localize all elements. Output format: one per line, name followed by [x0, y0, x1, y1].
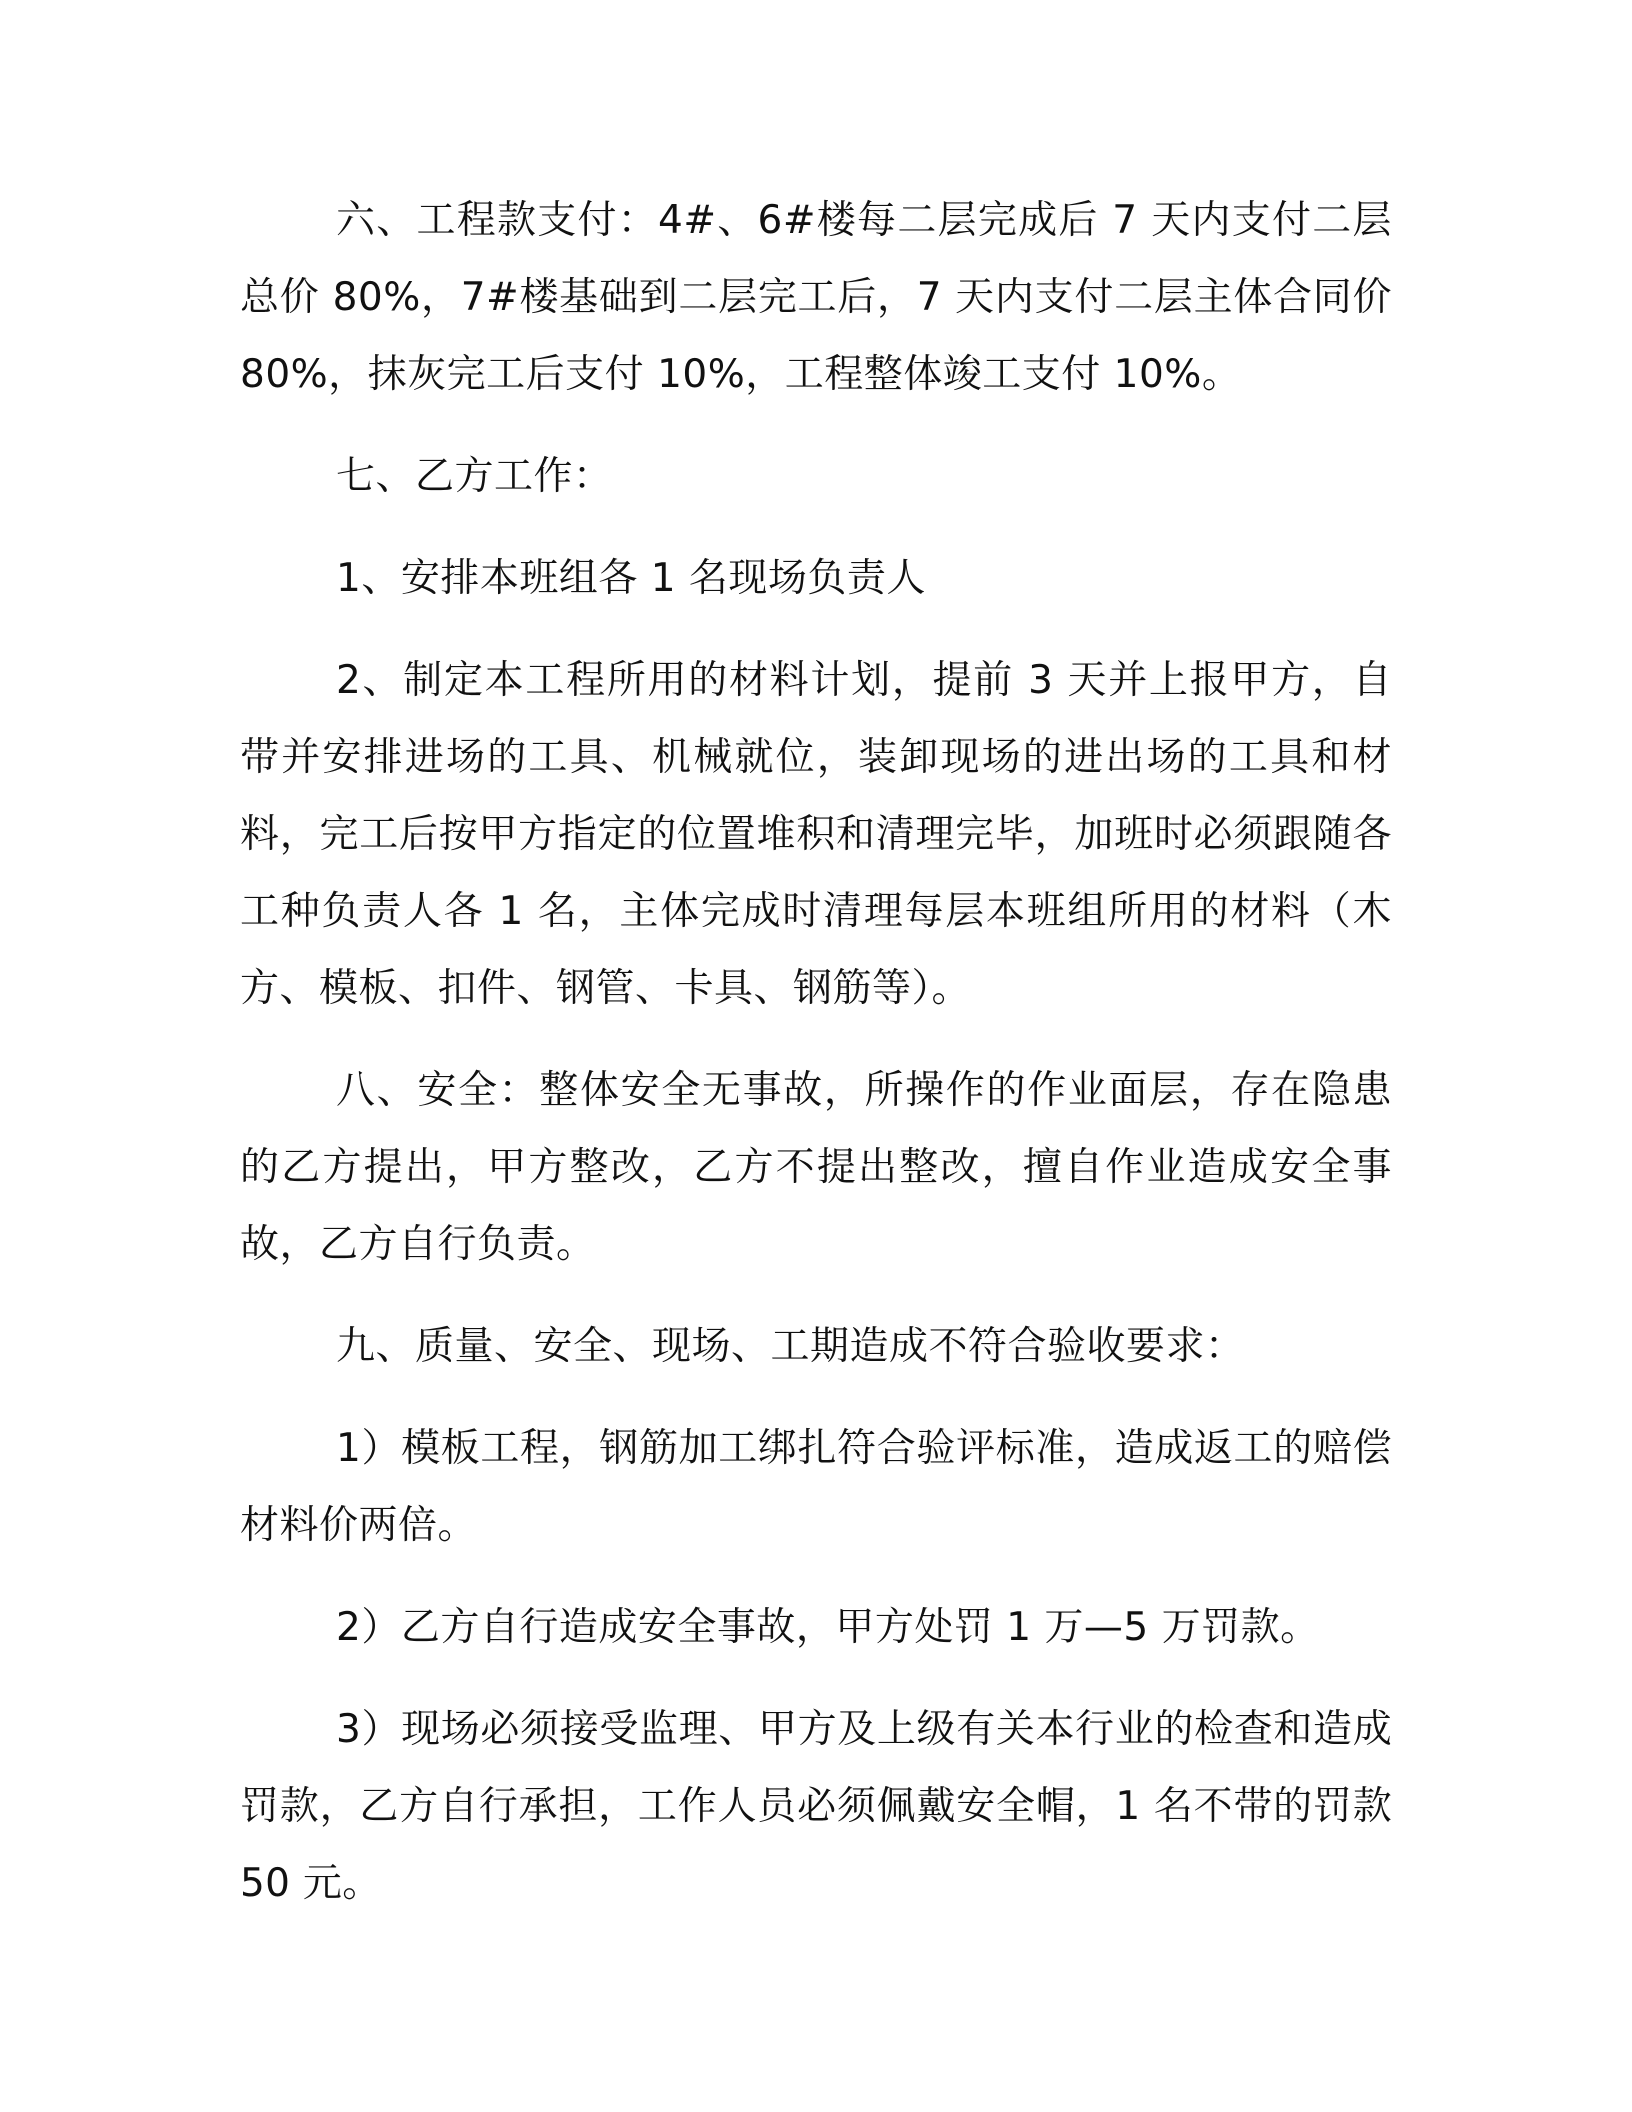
clause-9-item-2: 2）乙方自行造成安全事故，甲方处罚 1 万—5 万罚款。	[336, 1605, 1320, 1650]
clause-7-item-2: 2、制定本工程所用的材料计划，提前 3 天并上报甲方，自带并安排进场的工具、机械就位，装卸现场的进出场的工具和材料，完工后按甲方指定的位置堆积和清理完毕，加班时必须跟随各工种负责人各 1 名，主体完成时清理每层本班组所用的材料（木方、模板、扣件、钢管、卡具、钢筋等）。	[240, 658, 1392, 1011]
clause-7-item-1: 1、安排本班组各 1 名现场负责人	[336, 556, 926, 601]
clause-8-safety: 八、安全：整体安全无事故，所操作的作业面层，存在隐患的乙方提出，甲方整改，乙方不提出整改，擅自作业造成安全事故，乙方自行负责。	[240, 1068, 1392, 1267]
clause-9-item-1: 1）模板工程，钢筋加工绑扎符合验评标准，造成返工的赔偿材料价两倍。	[240, 1426, 1392, 1548]
clause-7-heading: 七、乙方工作：	[336, 454, 613, 499]
clause-9-heading: 九、质量、安全、现场、工期造成不符合验收要求：	[336, 1324, 1245, 1369]
clause-9-item-3: 3）现场必须接受监理、甲方及上级有关本行业的检查和造成罚款，乙方自行承担，工作人员必须佩戴安全帽，1 名不带的罚款 50 元。	[240, 1707, 1392, 1906]
clause-6-payment: 六、工程款支付：4#、6#楼每二层完成后 7 天内支付二层总价 80%，7#楼基础到二层完工后，7 天内支付二层主体合同价 80%，抹灰完工后支付 10%，工程整体竣工支付 10%。	[240, 198, 1392, 397]
document-body	[240, 182, 1392, 1947]
